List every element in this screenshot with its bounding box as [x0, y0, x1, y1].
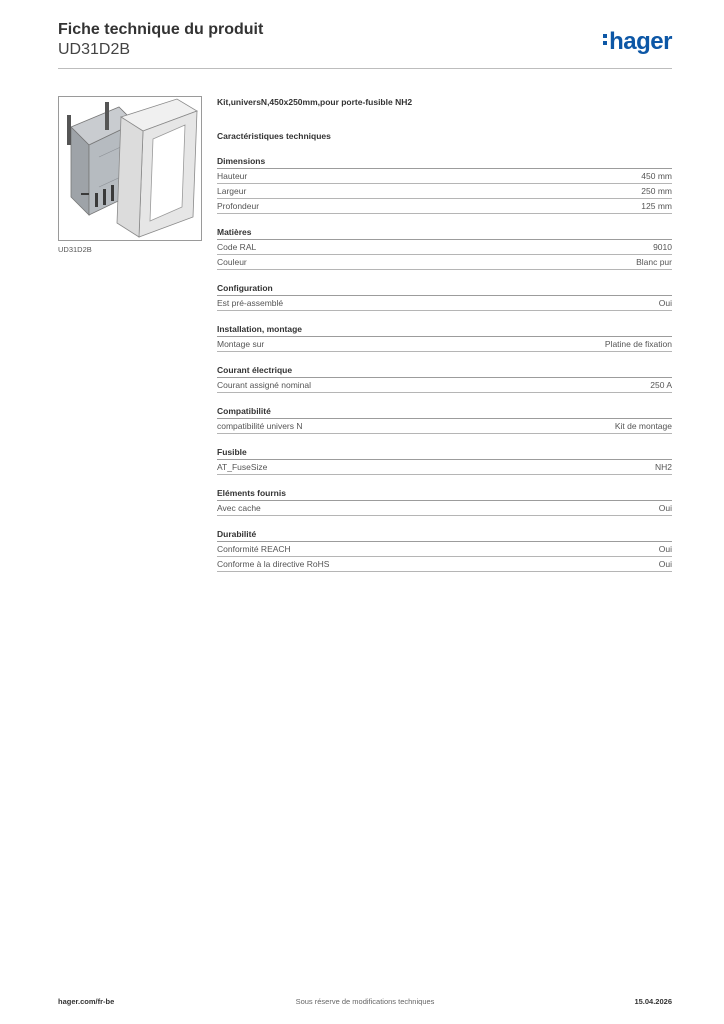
spec-value: Kit de montage: [614, 421, 672, 431]
spec-label: Code RAL: [217, 242, 257, 252]
spec-row: [217, 296, 672, 311]
header-divider: [58, 68, 672, 69]
spec-value: 125 mm: [641, 201, 672, 211]
spec-value: Oui: [658, 544, 672, 554]
spec-label: compatibilité univers N: [217, 421, 303, 431]
spec-row: [217, 337, 672, 352]
page-footer: [58, 997, 672, 1009]
product-image: [58, 96, 202, 241]
spec-value: Oui: [658, 559, 672, 569]
spec-section-durabilite: [217, 529, 672, 572]
spec-value: Blanc pur: [636, 257, 672, 267]
spec-value: 450 mm: [641, 171, 672, 181]
section-title: Dimensions: [217, 156, 672, 169]
spec-row: [217, 255, 672, 270]
section-title: Courant électrique: [217, 365, 672, 378]
spec-value: 250 mm: [641, 186, 672, 196]
spec-value: 9010: [653, 242, 672, 252]
spec-value: NH2: [654, 462, 672, 472]
spec-label: Largeur: [217, 186, 247, 196]
spec-label: Conformité REACH: [217, 544, 291, 554]
footer-notice: Sous réserve de modifications techniques: [295, 997, 435, 1006]
spec-row: [217, 240, 672, 255]
page-header: [58, 20, 672, 68]
spec-row: [217, 557, 672, 572]
spec-label: Montage sur: [217, 339, 265, 349]
spec-row: [217, 419, 672, 434]
logo-dots-icon: [603, 34, 607, 48]
brand-name: hager: [609, 28, 672, 55]
section-title: Compatibilité: [217, 406, 672, 419]
spec-label: Profondeur: [217, 201, 260, 211]
product-illustration-icon: [59, 97, 201, 240]
spec-section-installation: [217, 324, 672, 352]
product-description: Kit,universN,450x250mm,pour porte-fusible NH2: [217, 97, 413, 107]
footer-date: 15.04.2026: [634, 997, 672, 1006]
section-title: Installation, montage: [217, 324, 672, 337]
section-title: Durabilité: [217, 529, 672, 542]
spec-section-configuration: [217, 283, 672, 311]
spec-content: [217, 97, 672, 572]
spec-value: 250 A: [650, 380, 672, 390]
spec-row: [217, 542, 672, 557]
spec-row: [217, 199, 672, 214]
spec-row: [217, 460, 672, 475]
section-title: Eléments fournis: [217, 488, 672, 501]
footer-website-link[interactable]: hager.com/fr-be: [58, 997, 115, 1006]
hager-logo: [603, 28, 672, 56]
spec-row: [217, 501, 672, 516]
spec-label: Avec cache: [217, 503, 261, 513]
spec-value: Oui: [658, 298, 672, 308]
spec-section-fusible: [217, 447, 672, 475]
spec-label: Est pré-assemblé: [217, 298, 284, 308]
spec-section-elements: [217, 488, 672, 516]
spec-row: [217, 378, 672, 393]
spec-section-compatibilite: [217, 406, 672, 434]
spec-label: Courant assigné nominal: [217, 380, 312, 390]
section-title: Matières: [217, 227, 672, 240]
product-code: UD31D2B: [58, 41, 131, 58]
spec-value: Platine de fixation: [604, 339, 672, 349]
spec-section-matieres: [217, 227, 672, 270]
section-title: Configuration: [217, 283, 672, 296]
page-title: Fiche technique du produit: [58, 21, 264, 38]
spec-section-courant: [217, 365, 672, 393]
spec-label: Hauteur: [217, 171, 248, 181]
spec-value: Oui: [658, 503, 672, 513]
tech-heading: Caractéristiques techniques: [217, 131, 331, 141]
spec-section-dimensions: [217, 156, 672, 214]
spec-label: Couleur: [217, 257, 247, 267]
spec-label: AT_FuseSize: [217, 462, 268, 472]
section-title: Fusible: [217, 447, 672, 460]
spec-row: [217, 169, 672, 184]
image-caption: UD31D2B: [58, 245, 92, 254]
spec-row: [217, 184, 672, 199]
spec-label: Conforme à la directive RoHS: [217, 559, 330, 569]
